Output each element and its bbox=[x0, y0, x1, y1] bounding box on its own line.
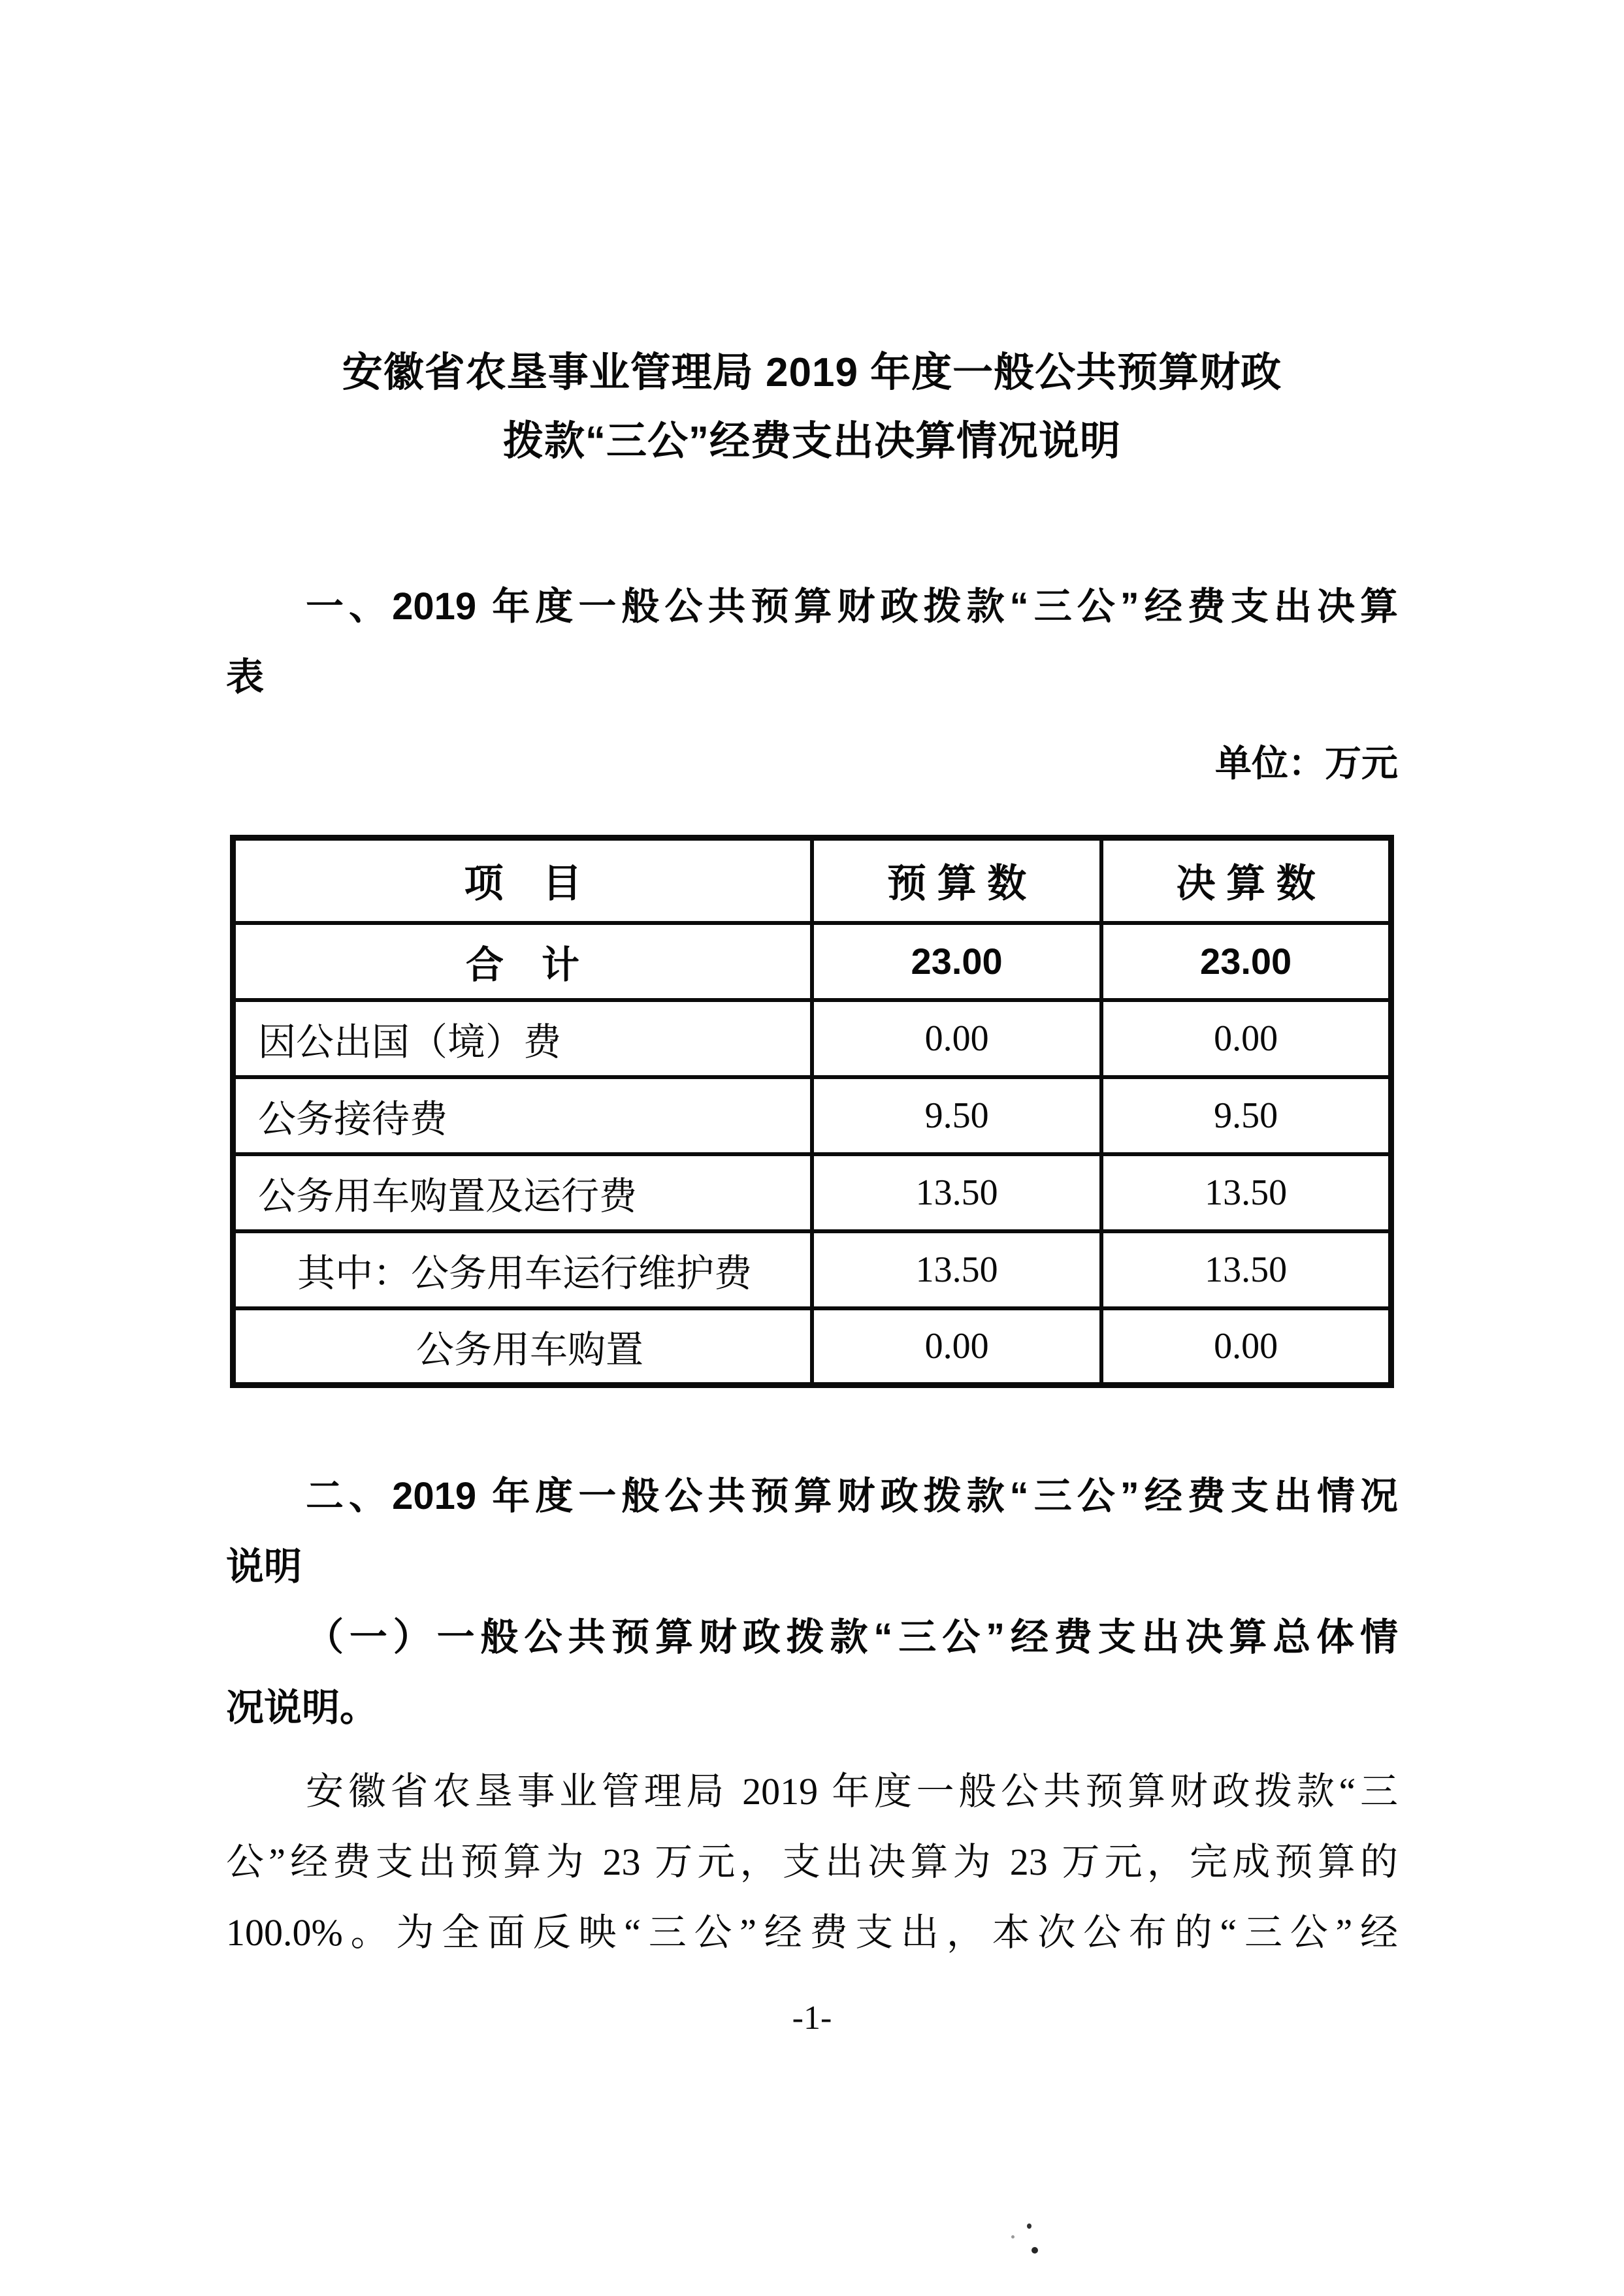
table-row-vehicle-maintenance bbox=[233, 1231, 1391, 1308]
item-cell: 公务用车购置及运行费 bbox=[233, 1154, 813, 1231]
subsection-1-heading-line-1: （一）一般公共预算财政拨款“三公”经费支出决算总体情 bbox=[306, 1616, 1398, 1658]
col-header-budget: 预 算 数 bbox=[812, 838, 1101, 923]
final-cell: 13.50 bbox=[1101, 1231, 1391, 1308]
col-header-item: 项 目 bbox=[233, 838, 813, 923]
item-cell: 公务接待费 bbox=[233, 1077, 813, 1154]
item-cell: 因公出国（境）费 bbox=[233, 1000, 813, 1077]
scan-speck bbox=[1031, 2247, 1038, 2254]
final-cell: 0.00 bbox=[1101, 1308, 1391, 1385]
table-row-vehicle bbox=[233, 1154, 1391, 1231]
paragraph-line-1: 安徽省农垦事业管理局 2019 年度一般公共预算财政拨款“三 bbox=[306, 1770, 1398, 1813]
doc-title-line-2: 拨款“三公”经费支出决算情况说明 bbox=[502, 419, 1121, 464]
item-cell: 其中：公务用车运行维护费 bbox=[233, 1231, 813, 1308]
final-cell: 9.50 bbox=[1101, 1077, 1391, 1154]
section-2-heading-line-2: 说明 bbox=[226, 1545, 302, 1588]
table-row-abroad bbox=[233, 1000, 1391, 1077]
final-cell: 23.00 bbox=[1101, 923, 1391, 1000]
paragraph-line-3: 100.0%。为全面反映“三公”经费支出，本次公布的“三公”经 bbox=[226, 1911, 1398, 1954]
section-1-heading-line-1: 一、2019 年度一般公共预算财政拨款“三公”经费支出决算 bbox=[306, 585, 1398, 628]
section-1-heading-line-2: 表 bbox=[226, 656, 265, 698]
item-cell: 公务用车购置 bbox=[233, 1308, 813, 1385]
budget-cell: 13.50 bbox=[812, 1231, 1101, 1308]
scan-speck bbox=[1011, 2235, 1015, 2239]
table-row-reception bbox=[233, 1077, 1391, 1154]
budget-cell: 0.00 bbox=[812, 1000, 1101, 1077]
budget-cell: 23.00 bbox=[812, 923, 1101, 1000]
final-cell: 13.50 bbox=[1101, 1154, 1391, 1231]
unit-label: 单位：万元 bbox=[1215, 743, 1398, 784]
budget-cell: 9.50 bbox=[812, 1077, 1101, 1154]
table-header-row bbox=[233, 838, 1391, 923]
item-cell: 合 计 bbox=[233, 923, 813, 1000]
section-2-heading-line-1: 二、2019 年度一般公共预算财政拨款“三公”经费支出情况 bbox=[306, 1475, 1398, 1517]
paragraph-line-2: 公”经费支出预算为 23 万元，支出决算为 23 万元，完成预算的 bbox=[226, 1841, 1398, 1883]
final-cell: 0.00 bbox=[1101, 1000, 1391, 1077]
budget-cell: 13.50 bbox=[812, 1154, 1101, 1231]
subsection-1-heading-line-2: 况说明。 bbox=[226, 1687, 378, 1729]
doc-title-line-1: 安徽省农垦事业管理局 2019 年度一般公共预算财政 bbox=[342, 350, 1282, 395]
page-number: -1- bbox=[792, 1999, 832, 2037]
scan-speck bbox=[1027, 2223, 1031, 2229]
table-row-vehicle-purchase bbox=[233, 1308, 1391, 1385]
col-header-final: 决 算 数 bbox=[1101, 838, 1391, 923]
three-public-expense-table bbox=[230, 835, 1394, 1388]
budget-cell: 0.00 bbox=[812, 1308, 1101, 1385]
table-row-total bbox=[233, 923, 1391, 1000]
